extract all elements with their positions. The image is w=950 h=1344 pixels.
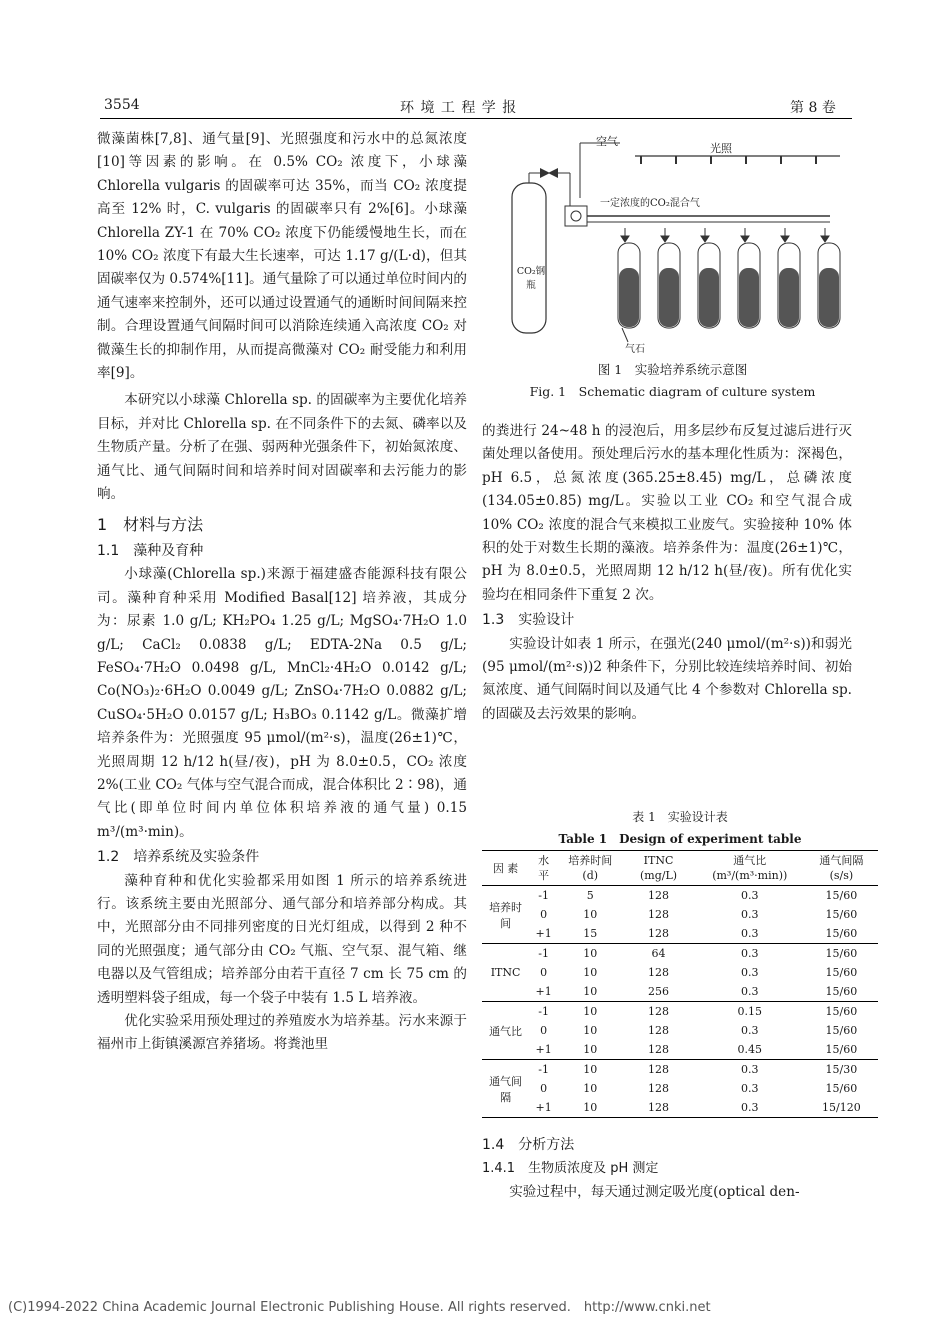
table-cell: 64 (651, 947, 666, 960)
table-cell: 128 (648, 1005, 670, 1018)
table-cell: 0.3 (741, 908, 759, 921)
right-column (482, 420, 852, 726)
table-cell: 10 (558, 982, 622, 1002)
right-column-bottom (482, 1134, 852, 1204)
table-cell: 0.3 (741, 1063, 759, 1076)
table-cell: 10 (583, 947, 598, 960)
table-header: ITNC (mg/L) (622, 851, 694, 886)
table-cell: 10 (583, 1024, 598, 1037)
table-row (482, 1060, 878, 1080)
table-cell: 15/60 (805, 924, 878, 944)
table-row (482, 905, 878, 924)
table-cell: 15/60 (825, 1005, 858, 1018)
culture-tubes (618, 243, 840, 328)
table-cell: 0.3 (741, 1082, 759, 1095)
table-cell: 0.45 (695, 1040, 805, 1060)
factor-cell: 通气间隔 (482, 1060, 529, 1118)
table-cell: 128 (648, 1082, 670, 1095)
section-1-2-paragraph-1: 藻种育种和优化实验都采用如图 1 所示的培养系统进行。该系统主要由光照部分、通气部分和培养部分构成。其中，光照部分由不同排列密度的日光灯组成，以得到 2 种不同的光照强度；通气部分由 CO₂ 气瓶、空气泵、混气箱、继电器以及气管组成；培养部分由若干直径 7 cm 长 75 cm 的透明塑料袋子组成，每一个袋子中装有 1.5 L 培养液。 (97, 872, 467, 1006)
mixed-gas-label: 一定浓度的CO₂混合气 (600, 198, 700, 209)
experiment-design-table (482, 850, 878, 1118)
table-cell: +1 (529, 924, 558, 944)
figure-1 (500, 128, 845, 363)
culture-system-diagram (500, 128, 845, 363)
light-arrows (621, 228, 829, 242)
table-cell: +1 (529, 1040, 558, 1060)
table-cell: 0.3 (695, 1098, 805, 1118)
table-cell: 0.15 (737, 1005, 762, 1018)
continued-paragraph: 的粪进行 24~48 h 的浸泡后，用多层纱布反复过滤后进行灭菌处理以备使用。预处理后污水的基本理化性质为：深褐色，pH 6.5，总氮浓度(365.25±8.45) mg/L，总磷浓度(134.05±0.85) mg/L。实验以工业 CO₂ 和空气混合成 10% CO₂ 浓度的混合气来模拟工业废气。实验接种 10% 体积的处于对数生长期的藻液。培养条件为：温度(26±1)℃，pH 为 8.0±0.5，光照周期 12 h/12 h(昼/夜)。所有优化实验均在相同条件下重复 2 次。 (482, 423, 852, 603)
table-cell: 0 (540, 1024, 548, 1037)
section-1-3-paragraph: 实验设计如表 1 所示，在强光(240 μmol/(m²·s))和弱光(95 μmol/(m²·s))2 种条件下，分别比较连续培养时间、初始氮浓度、通气间隔时间以及通气比 4 个参数对 Chlorella sp. 的固碳及去污效果的影响。 (482, 635, 852, 722)
section-1-1-title: 1.1 藻种及育种 (97, 542, 204, 559)
air-stone-label: 气石 (625, 344, 645, 355)
figure-caption-cn: 图 1 实验培养系统示意图 (597, 362, 748, 377)
table-header: 通气比(m³/(m³·min)) (695, 851, 805, 886)
section-1-2-title: 1.2 培养系统及实验条件 (97, 849, 260, 866)
table-cell: -1 (538, 1005, 549, 1018)
table-cell: 15/60 (825, 1024, 858, 1037)
air-label: 空气 (596, 135, 618, 148)
copyright-footer: (C)1994-2022 China Academic Journal Electronic Publishing House. All rights reserved. http://www.cnki.net (8, 1300, 711, 1315)
table-header: 因 素 (482, 851, 529, 886)
table-row (482, 886, 878, 906)
header-rule (100, 118, 852, 119)
table-header: 通气间隔 (s/s) (805, 851, 878, 886)
light-ticks (640, 156, 817, 164)
table-cell: 10 (558, 1098, 622, 1118)
table-cell: 15/60 (825, 889, 858, 902)
factor-cell: 通气比 (482, 1002, 529, 1060)
table-cell: 10 (583, 1005, 598, 1018)
table-cell: 15/60 (825, 947, 858, 960)
section-1-4-1-title: 1.4.1 生物质浓度及 pH 测定 (482, 1161, 659, 1177)
table-cell: 0.3 (741, 947, 759, 960)
study-paragraph: 本研究以小球藻 Chlorella sp. 的固碳率为主要优化培养目标，并对比 Chlorella sp. 在不同条件下的去氮、磷率以及生物质产量。分析了在强、弱两种光强条件下，初始氮浓度、通气比、通气间隔时间和培养时间对固碳率和去污能力的影响。 (97, 392, 467, 503)
section-1-4-title: 1.4 分析方法 (482, 1137, 575, 1153)
table-cell: -1 (538, 1063, 549, 1076)
table-cell: 0.3 (741, 889, 759, 902)
table-cell: 15/120 (805, 1098, 878, 1118)
table-cell: 15/30 (825, 1063, 858, 1076)
table-row (482, 963, 878, 982)
table-cell: 0.3 (695, 982, 805, 1002)
table-row (482, 944, 878, 964)
table-cell: -1 (538, 947, 549, 960)
table-row (482, 1021, 878, 1040)
mixer-box-icon (565, 206, 587, 226)
table-cell: 15/60 (805, 982, 878, 1002)
table-row (482, 982, 878, 1002)
table-cell: 10 (583, 966, 598, 979)
table-header: 培养时间 (d) (558, 851, 622, 886)
table-cell: 0.3 (741, 1024, 759, 1037)
section-1-3-title: 1.3 实验设计 (482, 612, 575, 629)
journal-title: 环 境 工 程 学 报 (400, 100, 518, 116)
table-cell: 10 (558, 1040, 622, 1060)
table-row (482, 924, 878, 944)
figure-caption-en: Fig. 1 Schematic diagram of culture system (529, 384, 816, 399)
table-cell: 128 (648, 908, 670, 921)
table-caption-cn: 表 1 实验设计表 (632, 810, 728, 824)
table-row (482, 1040, 878, 1060)
table-cell: 15/60 (825, 1082, 858, 1095)
table-caption-en: Table 1 Design of experiment table (558, 832, 802, 846)
table-cell: 0 (540, 1082, 548, 1095)
table-cell: +1 (529, 982, 558, 1002)
section-1-1-paragraph: 小球藻(Chlorella sp.)来源于福建盛杏能源科技有限公司。藻种育种采用 Modified Basal[12] 培养液，其成分为：尿素 1.0 g/L; KH₂PO₄ 1.25 g/L; MgSO₄·7H₂O 1.0 g/L; CaCl₂ 0.0838 g/L; EDTA-2Na 0.5 g/L; FeSO₄·7H₂O 0.0498 g/L, MnCl₂·4H₂O 0.0142 g/L; Co(NO₃)₂·6H₂O 0.0049 g/L; ZnSO₄·7H₂O 0.0882 g/L; CuSO₄·5H₂O 0.0157 g/L; H₃BO₃ 0.1142 g/L。微藻扩增培养条件为：光照强度 95 μmol/(m²·s)，温度(26±1)℃，光照周期 12 h/12 h(昼/夜)，pH 为 8.0±0.5，CO₂ 浓度 2%(工业 CO₂ 气体与空气混合而成，混合体积比 2∶98)，通气比(即单位时间内单位体积培养液的通气量) 0.15 m³/(m³·min)。 (97, 566, 467, 840)
section-1-2-paragraph-2: 优化实验采用预处理过的养殖废水为培养基。污水来源于福州市上街镇溪源宫养猪场。将粪池里 (97, 1013, 467, 1053)
table-cell: 0 (540, 966, 548, 979)
table-cell: 0 (540, 908, 548, 921)
volume-label: 第 8 卷 (790, 100, 836, 116)
table-row (482, 1098, 878, 1118)
section-1-4-1-paragraph: 实验过程中，每天通过测定吸光度(optical den- (509, 1183, 800, 1200)
table-cell: 0.3 (695, 924, 805, 944)
factor-cell: ITNC (482, 944, 529, 1002)
table-cell: 256 (622, 982, 694, 1002)
section-1-title: 1 材料与方法 (97, 514, 204, 534)
table-cell: 128 (648, 1024, 670, 1037)
table-cell: -1 (538, 889, 549, 902)
table-cell: 128 (648, 966, 670, 979)
table-cell: 128 (622, 924, 694, 944)
table-cell: 0.3 (741, 966, 759, 979)
light-label: 光照 (710, 142, 732, 155)
cylinder-label: CO₂钢瓶 (516, 266, 546, 291)
table-cell: 5 (586, 889, 594, 902)
page-number: 3554 (104, 97, 140, 113)
table-cell: 10 (583, 1063, 598, 1076)
table-cell: 128 (648, 1063, 670, 1076)
table-cell: 15 (558, 924, 622, 944)
table-row (482, 1002, 878, 1022)
table-cell: 10 (583, 908, 598, 921)
co2-cylinder-icon (512, 183, 546, 333)
table-cell: 15/60 (825, 966, 858, 979)
table-cell: +1 (529, 1098, 558, 1118)
table-cell: 128 (648, 889, 670, 902)
intro-paragraph: 微藻菌株[7,8]、通气量[9]、光照强度和污水中的总氮浓度[10]等因素的影响。在 0.5% CO₂ 浓度下，小球藻 Chlorella vulgaris 的固碳率可达 35%，而当 CO₂ 浓度提高至 12% 时，C. vulgaris 的固碳率只有 2%[6]。小球藻 Chlorella ZY-1 在 70% CO₂ 浓度下仍能缓慢地生长，而在 10% CO₂ 浓度下有最大生长速率，可达 1.17 g/(L·d)，但其固碳率仅为 0.574%[11]。通气量除了可以通过单位时间内的通气速率来控制外，还可以通过设置通气的通断时间间隔来控制。合理设置通气间隔时间可以消除连续通入高浓度 CO₂ 对微藻生长的抑制作用，从而提高微藻对 CO₂ 耐受能力和利用率[9]。 (97, 131, 467, 382)
factor-cell: 培养时间 (482, 886, 529, 944)
table-cell: 10 (583, 1082, 598, 1095)
table-cell: 128 (622, 1040, 694, 1060)
table-header: 水 平 (529, 851, 558, 886)
table-row (482, 1079, 878, 1098)
table-cell: 15/60 (805, 1040, 878, 1060)
table-cell: 128 (622, 1098, 694, 1118)
left-column (97, 128, 467, 1057)
table-cell: 15/60 (825, 908, 858, 921)
